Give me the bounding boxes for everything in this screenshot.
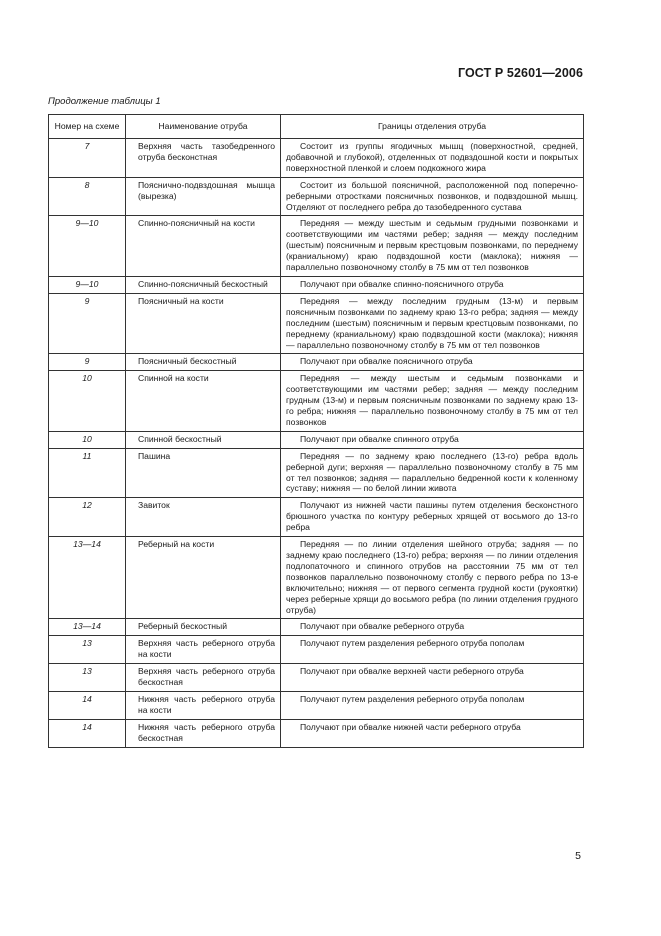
row-number: 9 bbox=[49, 293, 126, 354]
row-number: 14 bbox=[49, 719, 126, 747]
cut-name: Спинной бескостный bbox=[126, 431, 281, 448]
table-row bbox=[49, 636, 584, 664]
table-row bbox=[49, 216, 584, 277]
cut-name: Верхняя часть тазобедренного отруба бесконстная bbox=[126, 139, 281, 178]
row-number: 9—10 bbox=[49, 216, 126, 277]
cut-boundaries: Получают путем разделения реберного отруба пополам bbox=[281, 636, 584, 664]
cut-boundaries: Передняя — по линии отделения шейного отруба; задняя — по заднему краю последнего (13-го) ребра; верхняя — по линии отделения подлопаточного и спинного отрубов на расстоянии 75 мм от тел позвонков параллельно позвоночному столбу с первого ребра по 13-е включительно; нижняя — от первого сегмента грудной кости (рукоятки) через реберные хрящи до восьмого ребра (по линии отделения грудного отруба) bbox=[281, 537, 584, 619]
table-row bbox=[49, 619, 584, 636]
cut-boundaries: Получают при обвалке спинного отруба bbox=[281, 431, 584, 448]
table-row bbox=[49, 177, 584, 216]
row-number: 13—14 bbox=[49, 537, 126, 619]
cuts-table bbox=[48, 114, 584, 748]
row-number: 13 bbox=[49, 664, 126, 692]
page-number: 5 bbox=[575, 850, 581, 862]
table-row bbox=[49, 448, 584, 498]
cut-boundaries: Передняя — между шестым и седьмым позвонками и соответствующими им частями ребер; задняя — между последним грудным (13-м) и первым поясничным позвонками по заднему краю 13-го ребра; нижняя — параллельно позвоночному столбу в 75 мм от тел позвонков bbox=[281, 371, 584, 432]
table-row bbox=[49, 537, 584, 619]
cut-name: Поясничный на кости bbox=[126, 293, 281, 354]
cut-name: Завиток bbox=[126, 498, 281, 537]
table-row bbox=[49, 431, 584, 448]
table-row bbox=[49, 498, 584, 537]
row-number: 8 bbox=[49, 177, 126, 216]
column-header-name: Наименование отруба bbox=[126, 115, 281, 139]
cut-boundaries: Получают при обвалке верхней части реберного отруба bbox=[281, 664, 584, 692]
cut-name: Реберный на кости bbox=[126, 537, 281, 619]
row-number: 11 bbox=[49, 448, 126, 498]
column-header-number: Номер на схеме bbox=[49, 115, 126, 139]
row-number: 13 bbox=[49, 636, 126, 664]
cut-boundaries: Получают путем разделения реберного отруба пополам bbox=[281, 691, 584, 719]
cut-boundaries: Передняя — между шестым и седьмым грудными позвонками и соответствующими им частями ребер; задняя — между последним (шестым) поясничным и первым крестцовым позвонками, по переднему (краниальному) краю подвздошной кости (маклока); нижняя — параллельно позвоночному столбу в 75 мм от тел позвонков bbox=[281, 216, 584, 277]
cut-boundaries: Передняя — между последним грудным (13-м) и первым поясничным позвонками по заднему краю 13-го ребра; задняя — между последним (шестым) поясничным и первым крестцовым позвонками, по переднему (краниальному) краю подвздошной кости (маклока); нижняя — параллельно позвоночному столбу в 75 мм от тел позвонков bbox=[281, 293, 584, 354]
cut-name: Нижняя часть реберного отруба бескостная bbox=[126, 719, 281, 747]
cut-boundaries: Получают при обвалке нижней части реберного отруба bbox=[281, 719, 584, 747]
row-number: 14 bbox=[49, 691, 126, 719]
cut-boundaries: Состоит из большой поясничной, расположенной под поперечно-реберными отростками поясничных позвонков, и подвздошной мышц. Отделяют от последнего ребра до тазобедренного сустава bbox=[281, 177, 584, 216]
table-caption: Продолжение таблицы 1 bbox=[48, 96, 161, 107]
table-row bbox=[49, 293, 584, 354]
table-row bbox=[49, 139, 584, 178]
cut-name: Пашина bbox=[126, 448, 281, 498]
cut-boundaries: Получают при обвалке спинно-поясничного отруба bbox=[281, 276, 584, 293]
row-number: 7 bbox=[49, 139, 126, 178]
table-row bbox=[49, 691, 584, 719]
cut-name: Верхняя часть реберного отруба бескостная bbox=[126, 664, 281, 692]
cut-boundaries: Передняя — по заднему краю последнего (13-го) ребра вдоль реберной дуги; верхняя — параллельно позвоночному столбу в 75 мм от тел позвонков; задняя — параллельно бедренной кости к коленному суставу; нижняя — по белой линии живота bbox=[281, 448, 584, 498]
cut-name: Поясничнo-подвздошная мышца (вырезка) bbox=[126, 177, 281, 216]
row-number: 13—14 bbox=[49, 619, 126, 636]
table-row bbox=[49, 719, 584, 747]
cut-boundaries: Получают из нижней части пашины путем отделения бесконстного брюшного участка по контуру реберных хрящей от восьмого до 13-го ребра bbox=[281, 498, 584, 537]
row-number: 12 bbox=[49, 498, 126, 537]
table-row bbox=[49, 354, 584, 371]
cut-name: Реберный бескостный bbox=[126, 619, 281, 636]
cut-boundaries: Получают при обвалке реберного отруба bbox=[281, 619, 584, 636]
row-number: 10 bbox=[49, 371, 126, 432]
document-id: ГОСТ Р 52601—2006 bbox=[457, 66, 583, 80]
cut-boundaries: Состоит из группы ягодичных мышц (поверхностной, средней, добавочной и глубокой), отделенных от подвздошной кости и покрытых поверхностной пленкой и слоем подкожного жира bbox=[281, 139, 584, 178]
cut-name: Спинной на кости bbox=[126, 371, 281, 432]
row-number: 9 bbox=[49, 354, 126, 371]
cut-name: Поясничный бескостный bbox=[126, 354, 281, 371]
cut-name: Верхняя часть реберного отруба на кости bbox=[126, 636, 281, 664]
column-header-boundaries: Границы отделения отруба bbox=[281, 115, 584, 139]
table-header-row bbox=[49, 115, 584, 139]
cut-name: Спинно-поясничный на кости bbox=[126, 216, 281, 277]
table-row bbox=[49, 371, 584, 432]
cut-name: Нижняя часть реберного отруба на кости bbox=[126, 691, 281, 719]
row-number: 9—10 bbox=[49, 276, 126, 293]
cut-boundaries: Получают при обвалке поясничного отруба bbox=[281, 354, 584, 371]
table-row bbox=[49, 664, 584, 692]
table-row bbox=[49, 276, 584, 293]
cut-name: Спинно-поясничный бескостный bbox=[126, 276, 281, 293]
row-number: 10 bbox=[49, 431, 126, 448]
